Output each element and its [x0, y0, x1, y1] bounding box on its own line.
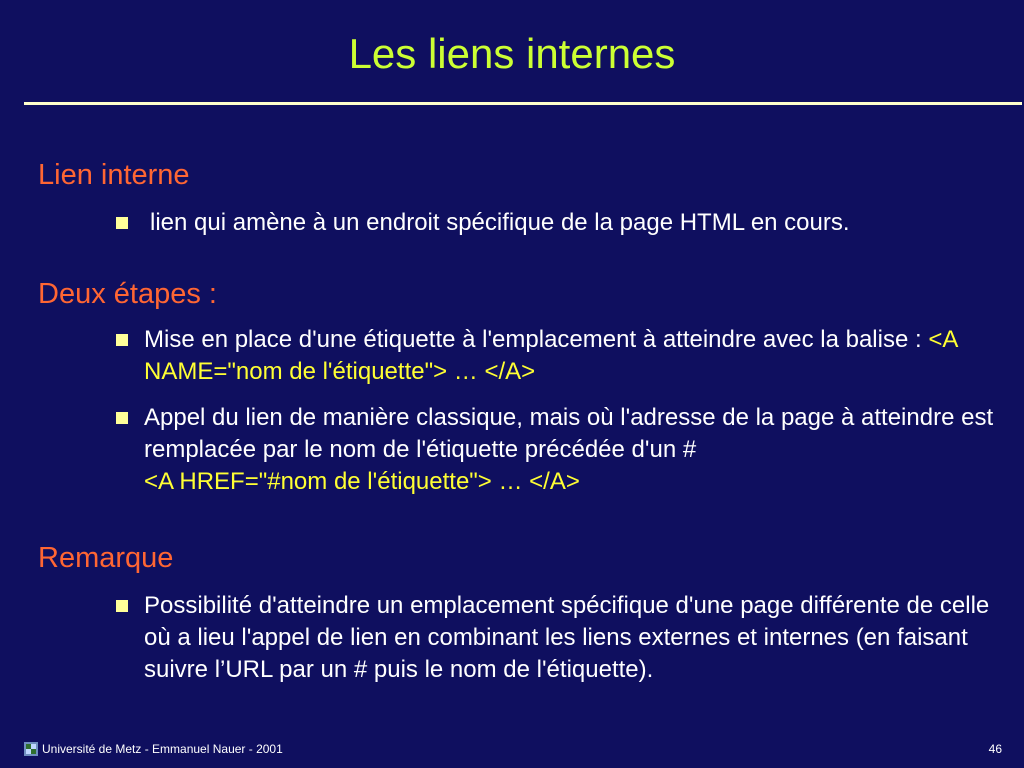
university-logo-icon [24, 742, 38, 756]
bullet-item-remarque [116, 590, 996, 686]
code-snippet-a-name: <A NAME="nom de l'étiquette"> … </A> [144, 326, 958, 385]
slide-title: Les liens internes [348, 30, 676, 77]
page-number: 46 [988, 742, 1002, 756]
title-divider [24, 102, 1022, 105]
bullet-item-lien-interne [116, 207, 996, 239]
bullet-text-main: Mise en place d'une étiquette à l'emplacement à atteindre avec la balise : [144, 326, 929, 353]
square-bullet-icon [116, 412, 128, 424]
bullet-text-main: Appel du lien de manière classique, mais où l'adresse de la page à atteindre est remplacée par le nom de l'étiquette précédée d'un # [144, 404, 994, 463]
bullet-text [144, 402, 996, 498]
footer-credit: Université de Metz - Emmanuel Nauer - 2001 [42, 742, 283, 756]
code-snippet-a-href: <A HREF="#nom de l'étiquette"> … </A> [144, 468, 580, 495]
heading-lien-interne: Lien interne [38, 159, 190, 191]
heading-deux-etapes: Deux étapes : [38, 278, 217, 310]
heading-remarque: Remarque [38, 542, 174, 574]
square-bullet-icon [116, 217, 128, 229]
bullet-text: Possibilité d'atteindre un emplacement spécifique d'une page différente de celle où a lieu l'appel de lien en combinant les liens externes et internes (en faisant suivre l’URL par un # puis le nom de l'étiquette). [144, 592, 990, 683]
square-bullet-icon [116, 334, 128, 346]
bullet-text: lien qui amène à un endroit spécifique de la page HTML en cours. [150, 209, 850, 236]
square-bullet-icon [116, 600, 128, 612]
bullet-item-etape-1 [116, 324, 996, 388]
bullet-text [144, 324, 996, 388]
bullet-item-etape-2 [116, 402, 996, 498]
